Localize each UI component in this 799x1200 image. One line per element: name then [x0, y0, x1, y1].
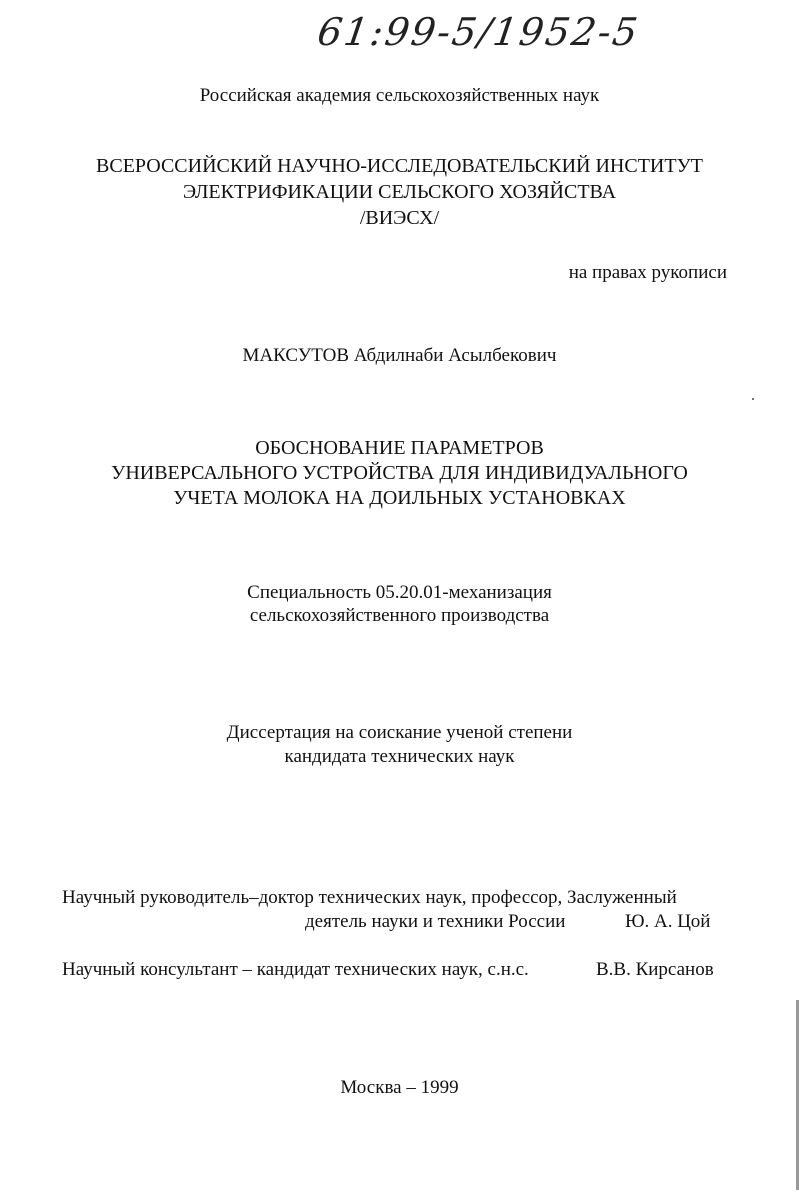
manuscript-note: на правах рукописи [568, 262, 727, 283]
consultant-name: В.В. Кирсанов [596, 959, 714, 980]
specialty-line-2: сельскохозяйственного производства [249, 605, 550, 626]
institute-line-2: ЭЛЕКТРИФИКАЦИИ СЕЛЬСКОГО ХОЗЯЙСТВА [182, 181, 617, 203]
supervisor-line-2: деятель науки и техники России [305, 911, 566, 932]
specialty-line-1: Специальность 05.20.01-механизация [247, 582, 552, 603]
title-line-1: ОБОСНОВАНИЕ ПАРАМЕТРОВ [255, 437, 544, 459]
title-line-2: УНИВЕРСАЛЬНОГО УСТРОЙСТВА ДЛЯ ИНДИВИДУАЛЬНОГО [111, 462, 688, 484]
institute-abbreviation: /ВИЭСХ/ [359, 207, 440, 229]
city-year: Москва – 1999 [340, 1077, 459, 1098]
consultant-line: Научный консультант – кандидат технических наук, с.н.с. [62, 959, 529, 980]
supervisor-line-1: Научный руководитель–доктор технических наук, профессор, Заслуженный [62, 887, 677, 908]
scan-speck [752, 398, 754, 400]
title-line-3: УЧЕТА МОЛОКА НА ДОИЛЬНЫХ УСТАНОВКАХ [173, 487, 626, 509]
institute-line-1: ВСЕРОССИЙСКИЙ НАУЧНО-ИССЛЕДОВАТЕЛЬСКИЙ ИНСТИТУТ [96, 155, 703, 177]
handwritten-catalog-number: 61:99-5/1952-5 [314, 10, 643, 54]
degree-line-2: кандидата технических наук [284, 746, 515, 767]
academy-name: Российская академия сельскохозяйственных наук [199, 85, 600, 106]
degree-line-1: Диссертация на соискание ученой степени [226, 722, 573, 743]
author-name: МАКСУТОВ Абдилнаби Асылбекович [242, 345, 557, 366]
supervisor-name: Ю. А. Цой [625, 911, 711, 932]
